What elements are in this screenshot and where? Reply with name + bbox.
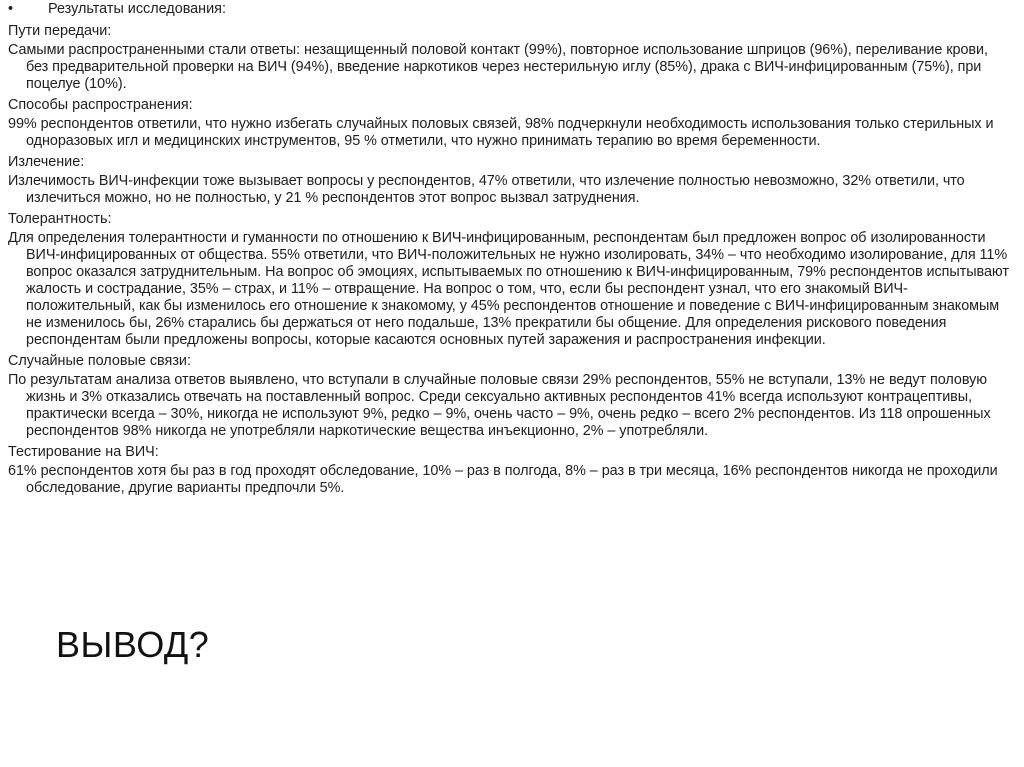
section-text: Для определения толерантности и гуманности по отношению к ВИЧ-инфицированным, респондентам был предложен вопрос об изолированности ВИЧ-инфицированных от общества. 55% ответили, что ВИЧ-положительных не нужно изолировать, 34% – что необходимо изолирование, для 11% вопрос оказался затруднительным. На вопрос об эмоциях, испытываемых по отношению к ВИЧ-инфицированным, 79% респондентов испытывают жалость и сострадание, 35% – страх, и 11% – отвращение. На вопрос о том, что, если бы респондент узнал, что его знакомый ВИЧ-положительный, как бы изменилось его отношение к знакомому, у 45% респондентов отношение и поведение с ВИЧ-инфицированным знакомым не изменилось бы, 26% старались бы держаться от него подальше, 13% прекратили бы общение. Для определения рискового поведения респондентам были предложены вопросы, которые касаются основных путей заражения и распространения инфекции. bbox=[8, 230, 1009, 348]
section-heading: Случайные половые связи: bbox=[8, 353, 191, 369]
bullet-icon: • bbox=[8, 1, 14, 17]
section-text: 61% респондентов хотя бы раз в год проходят обследование, 10% – раз в полгода, 8% – раз в три месяца, 16% респондентов никогда не проходили обследование, другие варианты предпочли 5%. bbox=[8, 463, 998, 496]
section-heading: Излечение: bbox=[8, 154, 85, 170]
section-heading: Способы распространения: bbox=[8, 97, 193, 113]
section-cure bbox=[8, 154, 1014, 207]
section-heading: Толерантность: bbox=[8, 211, 112, 227]
section-prevention bbox=[8, 97, 1014, 150]
slide-title: Результаты исследования: bbox=[48, 1, 226, 17]
section-text: Самыми распространенными стали ответы: незащищенный половой контакт (99%), повторное использование шприцов (96%), переливание крови, без предварительной проверки на ВИЧ (94%), введение наркотиков через нестерильную иглу (85%), драка с ВИЧ-инфицированным (75%), при поцелуе (10%). bbox=[8, 42, 988, 92]
section-text: По результатам анализа ответов выявлено, что вступали в случайные половые связи 29% респондентов, 55% не вступали, 13% не ведут половую жизнь и 3% отказались отвечать на поставленный вопрос. Среди сексуально активных респондентов 41% всегда используют контрацептивы, практически всегда – 30%, никогда не используют 9%, редко – 9%, очень часто – 9%, очень редко – всего 2% респондентов. Из 118 опрошенных респондентов 98% никогда не употребляли наркотические вещества инъекционно, 2% – употребляли. bbox=[8, 372, 991, 439]
title-line bbox=[8, 1, 1014, 21]
conclusion-heading: ВЫВОД? bbox=[56, 624, 210, 665]
section-text: Излечимость ВИЧ-инфекции тоже вызывает вопросы у респондентов, 47% ответили, что излечение полностью невозможно, 32% ответили, что излечиться можно, но не полностью, у 21 % респондентов этот вопрос вызвал затруднения. bbox=[8, 173, 965, 206]
section-heading: Тестирование на ВИЧ: bbox=[8, 444, 159, 460]
section-testing bbox=[8, 444, 1014, 497]
section-transmission bbox=[8, 23, 1014, 93]
section-text: 99% респондентов ответили, что нужно избегать случайных половых связей, 98% подчеркнули необходимость использования только стерильных и одноразовых игл и медицинских инструментов, 95 % отметили, что нужно принимать терапию во время беременности. bbox=[8, 116, 994, 149]
section-heading: Пути передачи: bbox=[8, 23, 112, 39]
section-tolerance bbox=[8, 211, 1014, 349]
section-casual-relations bbox=[8, 353, 1014, 440]
